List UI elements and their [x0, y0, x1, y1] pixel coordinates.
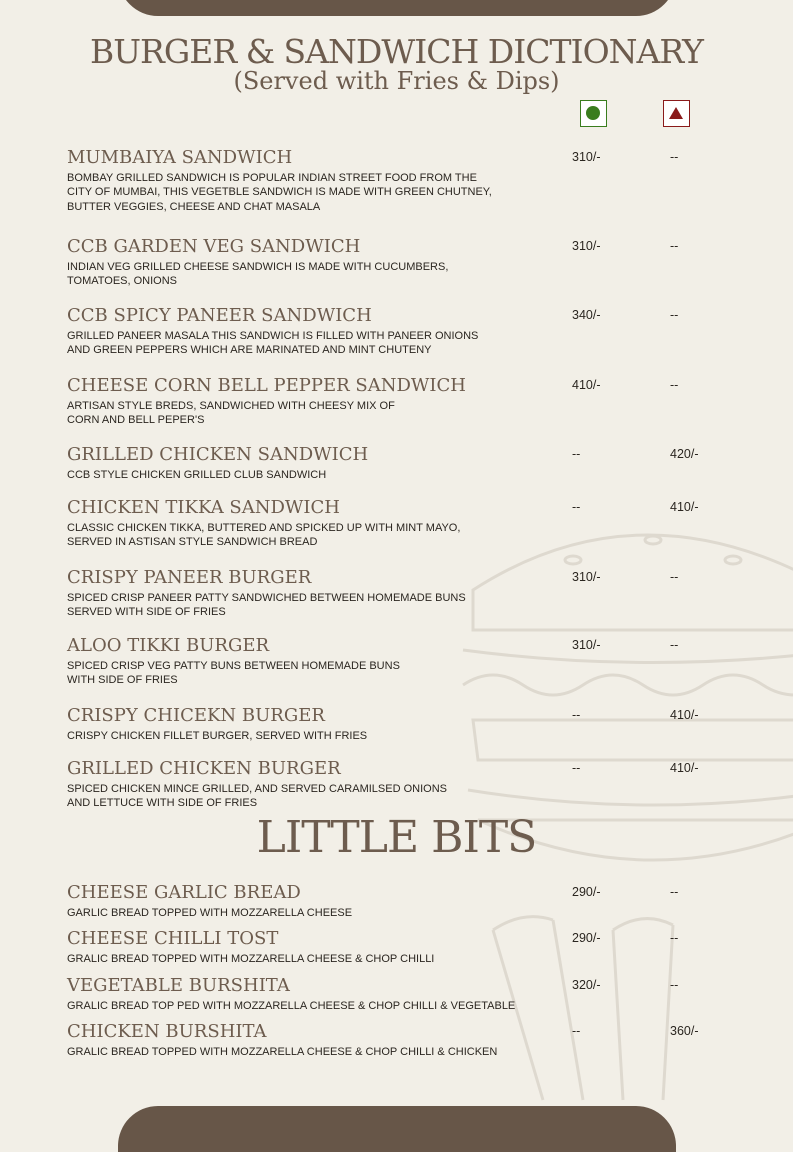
bottom-tab-decoration — [118, 1106, 676, 1152]
item-description: SPICED CRISP VEG PATTY BUNS BETWEEN HOMEMADE BUNS WITH SIDE OF FRIES — [67, 660, 400, 687]
item-name: CHEESE CHILLI TOST — [67, 928, 279, 949]
top-tab-decoration — [118, 0, 676, 16]
non-veg-price: 410/- — [670, 500, 699, 514]
item-name: CCB SPICY PANEER SANDWICH — [67, 305, 372, 326]
non-veg-price: -- — [670, 931, 679, 945]
non-veg-price: -- — [670, 570, 679, 584]
item-description: CLASSIC CHICKEN TIKKA, BUTTERED AND SPICKED UP WITH MINT MAYO, SERVED IN ASTISAN STYLE SANDWICH BREAD — [67, 522, 461, 549]
item-description: SPICED CRISP PANEER PATTY SANDWICHED BETWEEN HOMEMADE BUNS SERVED WITH SIDE OF FRIES — [67, 592, 466, 619]
menu-item — [67, 305, 767, 358]
item-name: CRISPY PANEER BURGER — [67, 567, 312, 588]
menu-item — [67, 1021, 767, 1059]
item-description: GRALIC BREAD TOPPED WITH MOZZARELLA CHEESE & CHOP CHILLI — [67, 953, 435, 965]
menu-item — [67, 758, 767, 811]
veg-price: 290/- — [572, 885, 601, 899]
item-name: CHICKEN BURSHITA — [67, 1021, 267, 1042]
page-title: BURGER & SANDWICH DICTIONARY — [90, 32, 703, 71]
item-description: CCB STYLE CHICKEN GRILLED CLUB SANDWICH — [67, 469, 327, 481]
veg-price: 310/- — [572, 570, 601, 584]
item-description: GRILLED PANEER MASALA THIS SANDWICH IS FILLED WITH PANEER ONIONS AND GREEN PEPPERS WHICH ARE MARINATED AND MINT CHUTENY — [67, 330, 479, 357]
menu-item — [67, 567, 767, 620]
veg-price: 410/- — [572, 378, 601, 392]
non-veg-price: -- — [670, 150, 679, 164]
item-name: ALOO TIKKI BURGER — [67, 635, 270, 656]
menu-item — [67, 236, 767, 289]
item-name: CHICKEN TIKKA SANDWICH — [67, 497, 341, 518]
veg-price: 290/- — [572, 931, 601, 945]
veg-price: 310/- — [572, 239, 601, 253]
veg-price: -- — [572, 500, 581, 514]
veg-price: 320/- — [572, 978, 601, 992]
item-description: CRISPY CHICKEN FILLET BURGER, SERVED WITH FRIES — [67, 730, 368, 742]
veg-symbol-icon — [580, 100, 607, 127]
menu-item — [67, 975, 767, 1013]
non-veg-price: -- — [670, 378, 679, 392]
non-veg-price: -- — [670, 885, 679, 899]
item-description: GARLIC BREAD TOPPED WITH MOZZARELLA CHEESE — [67, 907, 353, 919]
section-title-little-bits: LITTLE BITS — [256, 812, 537, 863]
non-veg-price: 420/- — [670, 447, 699, 461]
non-veg-price: 410/- — [670, 761, 699, 775]
item-description: SPICED CHICKEN MINCE GRILLED, AND SERVED CARAMILSED ONIONS AND LETTUCE WITH SIDE OF FRIES — [67, 783, 447, 810]
veg-price: 310/- — [572, 638, 601, 652]
veg-price: 310/- — [572, 150, 601, 164]
menu-item — [67, 497, 767, 550]
non-veg-price: 360/- — [670, 1024, 699, 1038]
item-name: GRILLED CHICKEN SANDWICH — [67, 444, 369, 465]
item-name: GRILLED CHICKEN BURGER — [67, 758, 341, 779]
non-veg-price: 410/- — [670, 708, 699, 722]
page-subtitle: (Served with Fries & Dips) — [233, 67, 560, 95]
veg-price: -- — [572, 708, 581, 722]
veg-price: -- — [572, 761, 581, 775]
item-name: CHEESE GARLIC BREAD — [67, 882, 301, 903]
non-veg-price: -- — [670, 638, 679, 652]
menu-item — [67, 375, 767, 428]
non-veg-symbol-icon — [663, 100, 690, 127]
veg-price: -- — [572, 447, 581, 461]
item-name: MUMBAIYA SANDWICH — [67, 147, 293, 168]
non-veg-price: -- — [670, 978, 679, 992]
non-veg-price: -- — [670, 239, 679, 253]
menu-item — [67, 705, 767, 743]
veg-price: 340/- — [572, 308, 601, 322]
menu-item — [67, 147, 767, 214]
item-description: INDIAN VEG GRILLED CHEESE SANDWICH IS MADE WITH CUCUMBERS, TOMATOES, ONIONS — [67, 261, 449, 288]
menu-item — [67, 635, 767, 688]
item-name: VEGETABLE BURSHITA — [67, 975, 290, 996]
non-veg-price: -- — [670, 308, 679, 322]
menu-item — [67, 882, 767, 920]
veg-price: -- — [572, 1024, 581, 1038]
item-description: GRALIC BREAD TOP PED WITH MOZZARELLA CHEESE & CHOP CHILLI & VEGETABLE — [67, 1000, 516, 1012]
menu-item — [67, 928, 767, 966]
item-description: ARTISAN STYLE BREDS, SANDWICHED WITH CHEESY MIX OF CORN AND BELL PEPER'S — [67, 400, 395, 427]
menu-item — [67, 444, 767, 482]
item-description: BOMBAY GRILLED SANDWICH IS POPULAR INDIAN STREET FOOD FROM THE CITY OF MUMBAI, THIS VEGETBLE SANDWICH IS MADE WITH GREEN CHUTNEY, BUTTER VEGGIES, CHEESE AND CHAT MASALA — [67, 172, 492, 213]
item-name: CCB GARDEN VEG SANDWICH — [67, 236, 361, 257]
item-description: GRALIC BREAD TOPPED WITH MOZZARELLA CHEESE & CHOP CHILLI & CHICKEN — [67, 1046, 498, 1058]
item-name: CHEESE CORN BELL PEPPER SANDWICH — [67, 375, 466, 396]
item-name: CRISPY CHICEKN BURGER — [67, 705, 325, 726]
